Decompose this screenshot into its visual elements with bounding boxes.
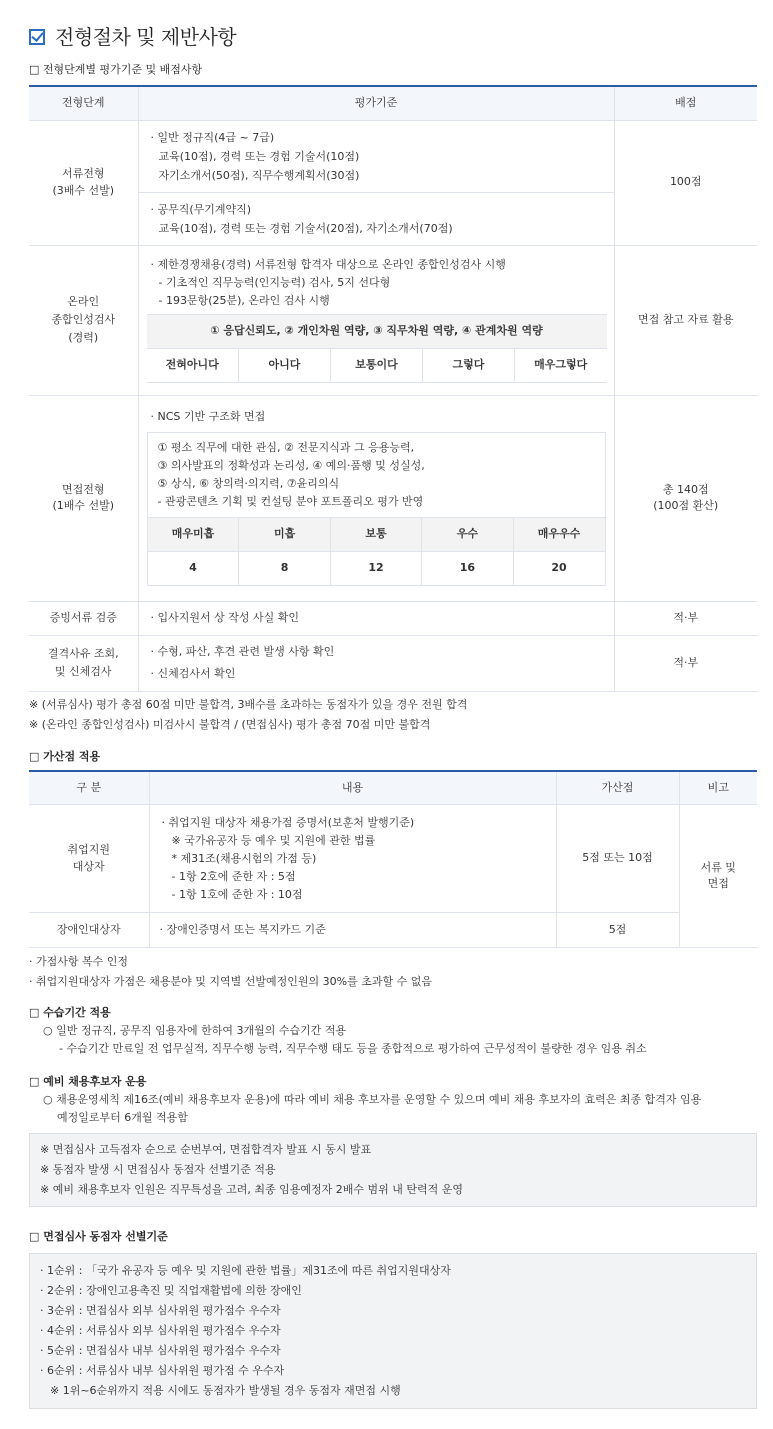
stage-cell bbox=[29, 635, 138, 691]
criteria-cell bbox=[138, 245, 614, 395]
section-caption: □ 예비 채용후보자 운용 bbox=[29, 1075, 147, 1088]
grade-points: 4 bbox=[148, 551, 239, 585]
content-line: - 1항 2호에 준한 자 : 5점 bbox=[171, 869, 296, 883]
content-line: ※ 국가유공자 등 예우 및 지원에 관한 법률 bbox=[171, 833, 376, 847]
criteria-line: · 제한경쟁채용(경력) 서류전형 합격자 대상으로 온라인 종합인성검사 시행 bbox=[150, 258, 506, 271]
table-row bbox=[29, 245, 757, 395]
stage-label: 및 신체검사 bbox=[54, 665, 112, 678]
header-cell: 평가기준 bbox=[138, 86, 614, 120]
notes bbox=[29, 695, 757, 735]
table-row bbox=[29, 805, 757, 913]
content-line: - 1항 1호에 준한 자 : 10점 bbox=[171, 887, 303, 901]
score-cell bbox=[614, 395, 757, 601]
content-line: * 제31조(채용시험의 가점 등) bbox=[171, 851, 317, 865]
grade-label: 우수 bbox=[422, 517, 513, 551]
grade-points: 20 bbox=[513, 551, 604, 585]
scale-item: 보통이다 bbox=[331, 349, 423, 383]
score-label: 총 140점 bbox=[662, 482, 709, 496]
stage-cell bbox=[29, 120, 138, 245]
box-line: · 2순위 : 장애인고용촉진 및 직업재활법에 의한 장애인 bbox=[40, 1284, 302, 1297]
scale-table bbox=[147, 314, 607, 383]
box-line: · 3순위 : 면접심사 외부 심사위원 평가점수 우수자 bbox=[40, 1304, 281, 1317]
scale-title: ① 응답신뢰도, ② 개인차원 역량, ③ 직무차원 역량, ④ 관계차원 역량 bbox=[147, 315, 607, 349]
stage-label: 결격사유 조회, bbox=[47, 647, 119, 660]
reserve-text bbox=[29, 1091, 757, 1127]
table-row bbox=[29, 120, 757, 192]
remark-label: 서류 및 bbox=[700, 860, 736, 874]
box-line: ※ 예비 채용후보자 인원은 직무특성을 고려, 최종 임용예정자 2배수 범위 내 탄력적 운영 bbox=[40, 1183, 463, 1196]
box-line: · 4순위 : 서류심사 외부 심사위원 평가점수 우수자 bbox=[40, 1324, 281, 1337]
text-line: ○ 일반 정규직, 공무직 임용자에 한하여 3개월의 수습기간 적용 bbox=[43, 1024, 347, 1037]
section-caption: □ 면접심사 동점자 선별기준 bbox=[29, 1230, 168, 1243]
stage-cell bbox=[29, 245, 138, 395]
scale-item: 아니다 bbox=[239, 349, 331, 383]
criteria-line: · NCS 기반 구조화 면접 bbox=[150, 410, 266, 423]
content-line: · 취업지원 대상자 채용가점 증명서(보훈처 발행기준) bbox=[161, 815, 415, 829]
text-line: - 수습기간 만료일 전 업무실적, 직무수행 능력, 직무수행 태도 등을 종합적으로 평가하여 근무성적이 불량한 경우 임용 취소 bbox=[59, 1042, 647, 1055]
criteria-line: · 일반 정규직(4급 ~ 7급) bbox=[150, 130, 275, 144]
table-header-row bbox=[29, 771, 757, 805]
scale-item: 전혀아니다 bbox=[147, 349, 239, 383]
note-line: ※ (온라인 종합인성검사) 미검사시 불합격 / (면접심사) 평가 총점 70점 미만 불합격 bbox=[29, 717, 431, 731]
points-cell: 5점 또는 10점 bbox=[556, 805, 679, 913]
box-line: · 5순위 : 면접심사 내부 심사위원 평가점수 우수자 bbox=[40, 1344, 281, 1357]
score-cell: 100점 bbox=[614, 120, 757, 245]
tiebreak-box bbox=[29, 1253, 757, 1409]
section-caption: □ 가산점 적용 bbox=[29, 749, 101, 763]
table-row bbox=[29, 601, 757, 635]
box-line: · 6순위 : 서류심사 내부 심사위원 평가점 수 우수자 bbox=[40, 1364, 285, 1377]
criteria-line: 교육(10점), 경력 또는 경험 기술서(20점), 자기소개서(70점) bbox=[158, 221, 453, 235]
stage-cell: 증빙서류 검증 bbox=[29, 601, 138, 635]
table-row bbox=[29, 913, 757, 948]
stage-label: (1배수 선발) bbox=[52, 499, 115, 512]
type-cell: 장애인대상자 bbox=[29, 913, 149, 948]
box-line: ※ 면접심사 고득점자 순으로 순번부여, 면접합격자 발표 시 동시 발표 bbox=[40, 1143, 372, 1156]
table-row bbox=[29, 635, 757, 691]
header-cell: 가산점 bbox=[556, 771, 679, 805]
header-cell: 내용 bbox=[149, 771, 556, 805]
header-cell: 전형단계 bbox=[29, 86, 138, 120]
criteria-line: 교육(10점), 경력 또는 경험 기술서(10점) bbox=[158, 149, 360, 163]
note-line: · 취업지원대상자 가점은 채용분야 및 지역별 선발예정인원의 30%를 초과할 수 없음 bbox=[29, 975, 432, 988]
scale-item: 그렇다 bbox=[423, 349, 515, 383]
points-cell: 5점 bbox=[556, 913, 679, 948]
type-cell bbox=[29, 805, 149, 913]
probation-text bbox=[29, 1022, 757, 1058]
grade-points: 16 bbox=[422, 551, 513, 585]
stage-label: 서류전형 bbox=[61, 167, 105, 180]
criteria-line: · 공무직(무기계약직) bbox=[150, 202, 252, 216]
table-header-row bbox=[29, 86, 757, 120]
stage-label: 온라인 bbox=[67, 295, 100, 308]
content-line: · 장애인증명서 또는 복지카드 기준 bbox=[159, 922, 326, 936]
criteria-line: ① 평소 직무에 대한 관심, ② 전문지식과 그 응용능력, bbox=[157, 440, 415, 454]
criteria-line: - 기초적인 직무능력(인지능력) 검사, 5지 선다형 bbox=[158, 276, 391, 289]
notes bbox=[29, 952, 757, 992]
stage-label: 면접전형 bbox=[61, 482, 105, 496]
score-cell: 적·부 bbox=[614, 601, 757, 635]
criteria-line: 자기소개서(50점), 직무수행계획서(30점) bbox=[158, 168, 360, 182]
score-cell: 적·부 bbox=[614, 635, 757, 691]
criteria-line: - 193문항(25분), 온라인 검사 시행 bbox=[158, 294, 330, 307]
header-cell: 배점 bbox=[614, 86, 757, 120]
stage-label: (3배수 선발) bbox=[52, 183, 115, 197]
stage-cell bbox=[29, 395, 138, 601]
grade-label: 매우미흡 bbox=[148, 517, 239, 551]
header-cell: 구 분 bbox=[29, 771, 149, 805]
checkbox-icon bbox=[29, 29, 45, 45]
grade-points: 8 bbox=[239, 551, 330, 585]
score-label: (100점 환산) bbox=[653, 499, 719, 512]
remark-label: 면접 bbox=[707, 877, 729, 890]
box-line: ※ 동점자 발생 시 면접심사 동점자 선별기준 적용 bbox=[40, 1163, 276, 1176]
criteria-cell bbox=[138, 395, 614, 601]
type-label: 대상자 bbox=[72, 859, 105, 873]
score-cell: 면접 참고 자료 활용 bbox=[614, 245, 757, 395]
bonus-table bbox=[29, 770, 757, 949]
title-text: 전형절차 및 제반사항 bbox=[55, 25, 237, 49]
page-title bbox=[29, 22, 757, 52]
section-caption: □ 수습기간 적용 bbox=[29, 1006, 111, 1019]
grade-label: 미흡 bbox=[239, 517, 330, 551]
note-line: ※ (서류심사) 평가 총점 60점 미만 불합격, 3배수를 초과하는 동점자가 있을 경우 전원 합격 bbox=[29, 697, 468, 711]
text-line: 예정일로부터 6개월 적용함 bbox=[57, 1111, 188, 1124]
box-line: ※ 1위~6순위까지 적용 시에도 동점자가 발생될 경우 동점자 재면접 시행 bbox=[50, 1384, 401, 1397]
grade-label: 보통 bbox=[330, 517, 421, 551]
criteria-line: · 수형, 파산, 후견 관련 발생 사항 확인 bbox=[150, 645, 335, 658]
box-line: · 1순위 : 「국가 유공자 등 예우 및 지원에 관한 법률」제31조에 따른 취업지원대상자 bbox=[40, 1264, 451, 1277]
reserve-box bbox=[29, 1133, 757, 1207]
stage-label: 종합인성검사 bbox=[51, 313, 116, 326]
scale-item: 매우그렇다 bbox=[515, 349, 607, 383]
grade-label: 매우우수 bbox=[513, 517, 604, 551]
criteria-cell bbox=[138, 120, 614, 192]
type-label: 취업지원 bbox=[67, 843, 110, 856]
criteria-line: ⑤ 상식, ⑥ 창의력·의지력, ⑦윤리의식 bbox=[157, 476, 340, 490]
content-cell bbox=[149, 913, 556, 948]
grade-table bbox=[148, 517, 605, 586]
note-line: · 가점사항 복수 인정 bbox=[29, 955, 128, 968]
evaluation-table bbox=[29, 85, 757, 692]
criteria-cell bbox=[138, 635, 614, 691]
text-line: ○ 채용운영세칙 제16조(예비 채용후보자 운용)에 따라 예비 채용 후보자를 운영할 수 있으며 예비 채용 후보자의 효력은 최종 합격자 임용 bbox=[43, 1093, 702, 1106]
content-cell bbox=[149, 805, 556, 913]
criteria-line: · 신체검사서 확인 bbox=[150, 667, 236, 680]
remark-cell bbox=[679, 805, 757, 948]
criteria-line: ③ 의사발표의 정확성과 논리성, ④ 예의·품행 및 성실성, bbox=[157, 458, 425, 472]
grade-points: 12 bbox=[330, 551, 421, 585]
page bbox=[29, 22, 757, 1409]
criteria-line: - 관광콘텐츠 기획 및 컨설팅 분야 포트폴리오 평가 반영 bbox=[157, 494, 424, 508]
table-row bbox=[29, 395, 757, 601]
criteria-cell bbox=[138, 601, 614, 635]
section-caption: □ 전형단계별 평가기준 및 배점사항 bbox=[29, 63, 203, 76]
stage-label: (경력) bbox=[68, 331, 99, 344]
criteria-line: · 입사지원서 상 작성 사실 확인 bbox=[150, 610, 299, 624]
header-cell: 비고 bbox=[679, 771, 757, 805]
criteria-cell bbox=[138, 192, 614, 245]
